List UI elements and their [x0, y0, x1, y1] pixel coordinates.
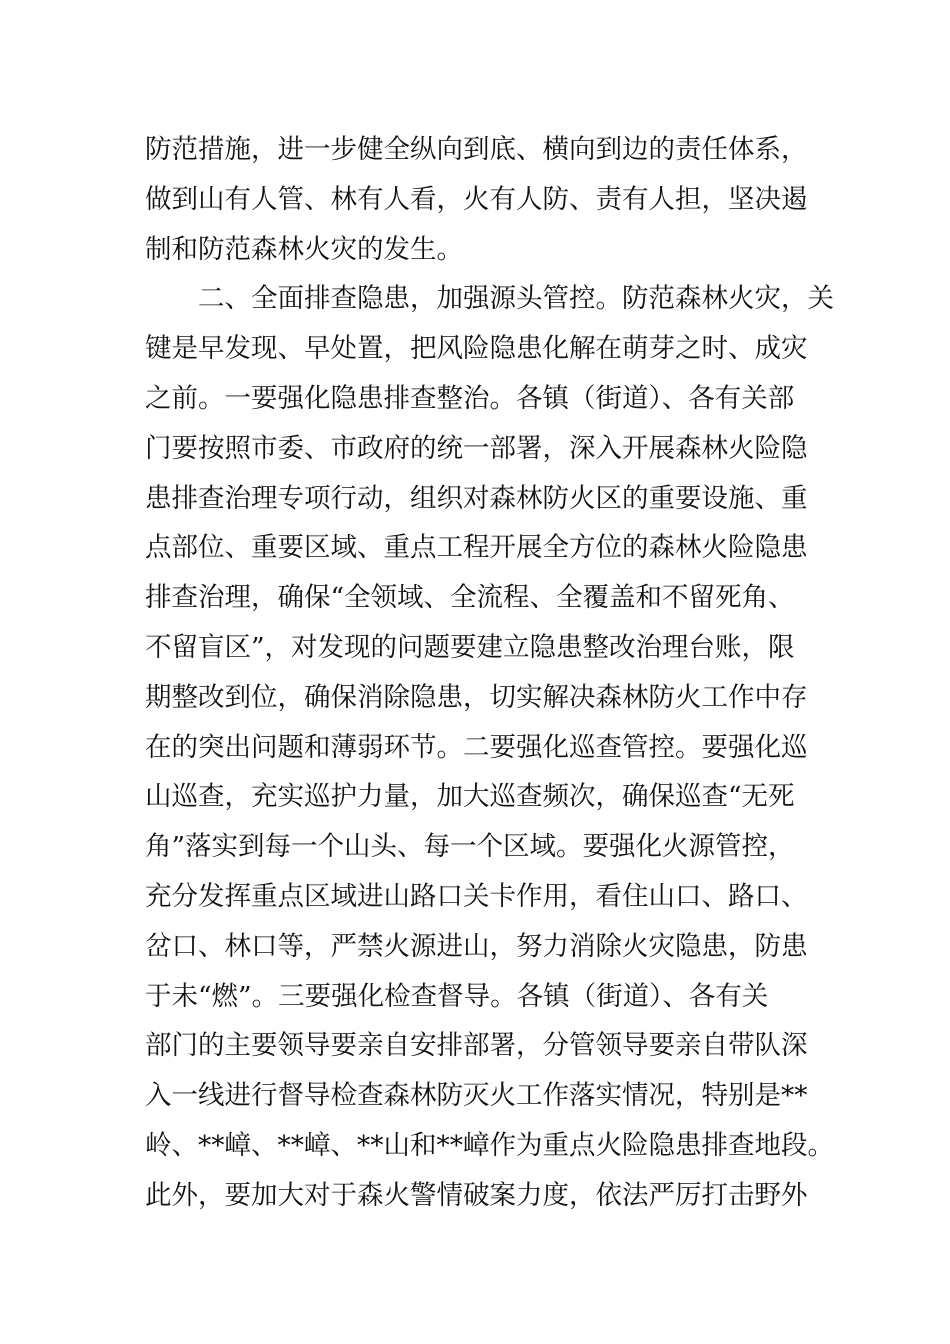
text-line: 于未“燃”。三要强化检查督导。各镇（街道）、各有关 [145, 980, 769, 1012]
text-line: 在的突出问题和薄弱环节。二要强化巡查管控。要强化巡 [145, 731, 808, 763]
text-line: 之前。一要强化隐患排查整治。各镇（街道）、各有关部 [145, 382, 795, 414]
text-line: 不留盲区”，对发现的问题要建立隐患整改治理台账，限 [145, 631, 795, 663]
text-line: 此外，要加大对于森火警情破案力度，依法严厉打击野外 [145, 1179, 808, 1211]
text-line: 二、全面排查隐患，加强源头管控。防范森林火灾，关 [145, 283, 834, 315]
body-text [145, 125, 845, 1221]
text-line: 键是早发现、早处置，把风险隐患化解在萌芽之时、成灾 [145, 333, 808, 365]
text-line: 期整改到位，确保消除隐患，切实解决森林防火工作中存 [145, 681, 808, 713]
text-line: 做到山有人管、林有人看，火有人防、责有人担，坚决遏 [145, 183, 808, 215]
text-line: 患排查治理专项行动，组织对森林防火区的重要设施、重 [145, 482, 808, 514]
text-line: 制和防范森林火灾的发生。 [145, 233, 463, 265]
text-line: 防范措施，进一步健全纵向到底、横向到边的责任体系， [145, 134, 808, 165]
text-line: 角”落实到每一个山头、每一个区域。要强化火源管控， [145, 831, 795, 863]
text-line: 点部位、重要区域、重点工程开展全方位的森林火险隐患 [145, 532, 808, 564]
text-line: 排查治理，确保“全领域、全流程、全覆盖和不留死角、 [145, 582, 795, 614]
text-line: 门要按照市委、市政府的统一部署，深入开展森林火险隐 [145, 432, 808, 464]
text-line: 岭、**嶂、**嶂、**山和**嶂作为重点火险隐患排查地段。 [145, 1129, 834, 1161]
text-line: 入一线进行督导检查森林防灭火工作落实情况，特别是** [145, 1080, 808, 1112]
text-line: 山巡查，充实巡护力量，加大巡查频次，确保巡查“无死 [145, 781, 795, 813]
text-line: 岔口、林口等，严禁火源进山，努力消除火灾隐患，防患 [145, 930, 808, 962]
text-line: 部门的主要领导要亲自安排部署，分管领导要亲自带队深 [145, 1030, 808, 1062]
text-line: 充分发挥重点区域进山路口关卡作用，看住山口、路口、 [145, 880, 808, 912]
